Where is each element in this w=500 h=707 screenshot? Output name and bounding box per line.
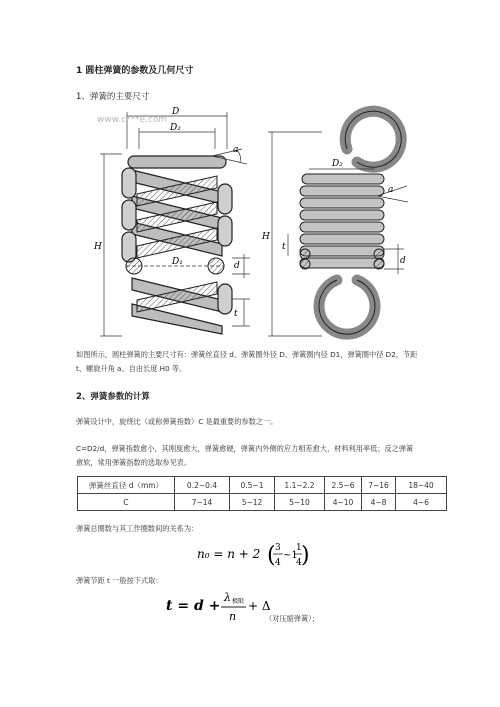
formula1-b: 4 <box>275 558 281 568</box>
dim-t-right: t <box>282 242 286 252</box>
formula2-lhs: t = d + <box>166 598 221 614</box>
table-cell: 1.1~2.2 <box>275 477 325 494</box>
table-cell: 0.2~0.4 <box>175 477 230 494</box>
section2-title: 2、弹簧参数的计算 <box>76 392 150 402</box>
dim-a-right: a <box>388 185 394 195</box>
formula1-d: 1 <box>296 543 302 553</box>
formula2-den: n <box>229 610 237 623</box>
para5: 弹簧节距 t 一般按下式取： <box>76 576 163 585</box>
para4: 弹簧总圈数与其工作圈数间的关系为： <box>76 524 199 533</box>
dim-D2-right: D₂ <box>332 159 343 169</box>
table-cell: 弹簧丝直径 d（mm） <box>78 477 175 494</box>
section1-title: 1 圆柱弹簧的参数及几何尺寸 <box>76 66 194 76</box>
table-cell: 2.5~6 <box>325 477 362 494</box>
dim-H-left: H <box>94 242 102 252</box>
formula1-c: ~1 <box>283 550 298 561</box>
table-cell: 0.5~1 <box>230 477 275 494</box>
formula-total-coils <box>197 536 310 572</box>
table-cell: 7~14 <box>175 494 230 511</box>
formula2-tail: + Δ <box>248 599 271 613</box>
spring-diagram <box>92 104 412 344</box>
table-cell: 4~8 <box>362 494 396 511</box>
spring-index-table <box>77 476 447 511</box>
table-cell: 5~12 <box>230 494 275 511</box>
formula2-num: λ <box>224 591 231 604</box>
formula2-sub: 极限 <box>232 598 245 605</box>
formula1-lhs: n₀ = n + 2 <box>197 547 261 561</box>
para3-line1: C=D2/d，弹簧指数愈小，其刚度愈大，弹簧愈硬，弹簧内外侧的应力相差愈大，材料利用率低；反之弹簧 <box>76 444 414 453</box>
dim-a-left: a <box>233 145 239 155</box>
dim-D-left: D <box>172 107 180 117</box>
dim-H-right: H <box>262 232 270 242</box>
table-cell: 4~10 <box>325 494 362 511</box>
note-compression: （对压缩弹簧）； <box>265 614 319 623</box>
table-row <box>78 494 447 511</box>
table-cell: 5~10 <box>275 494 325 511</box>
section1-subtitle: 1、弹簧的主要尺寸 <box>76 92 150 102</box>
table-cell: 4~6 <box>396 494 447 511</box>
table-cell: C <box>78 494 175 511</box>
compression-spring-drawing <box>93 107 250 336</box>
formula1-a: 3 <box>275 543 281 553</box>
table-row <box>78 477 447 494</box>
formula-pitch <box>166 590 271 624</box>
dim-D2-left: D₂ <box>170 123 181 133</box>
svg-text:): ) <box>301 543 310 568</box>
table-cell: 7~16 <box>362 477 396 494</box>
para2: 弹簧设计中，旋绕比（或称弹簧指数）C 是最重要的参数之一。 <box>76 417 278 426</box>
formula1-e: 4 <box>296 558 302 568</box>
dim-d-left: d <box>234 261 240 271</box>
dim-d-right: d <box>400 256 406 266</box>
watermark: www.c***e.com <box>97 115 168 125</box>
dim-t-left: t <box>234 309 238 319</box>
para3-line2: 愈软，常用弹簧指数的选取参见表。 <box>76 458 192 467</box>
para1-line1: 如图所示，圆柱弹簧的主要尺寸有：弹簧丝直径 d、弹簧圈外径 D、弹簧圈内径 D1，弹簧圈中径 D2，节距 <box>76 350 418 359</box>
table-cell: 18~40 <box>396 477 447 494</box>
para1-line2: t、螺旋升角 a、自由长度 H0 等。 <box>76 364 187 373</box>
svg-text:(: ( <box>267 543 276 568</box>
dim-D1-left: D₁ <box>172 257 183 267</box>
extension-spring-drawing <box>261 111 408 336</box>
